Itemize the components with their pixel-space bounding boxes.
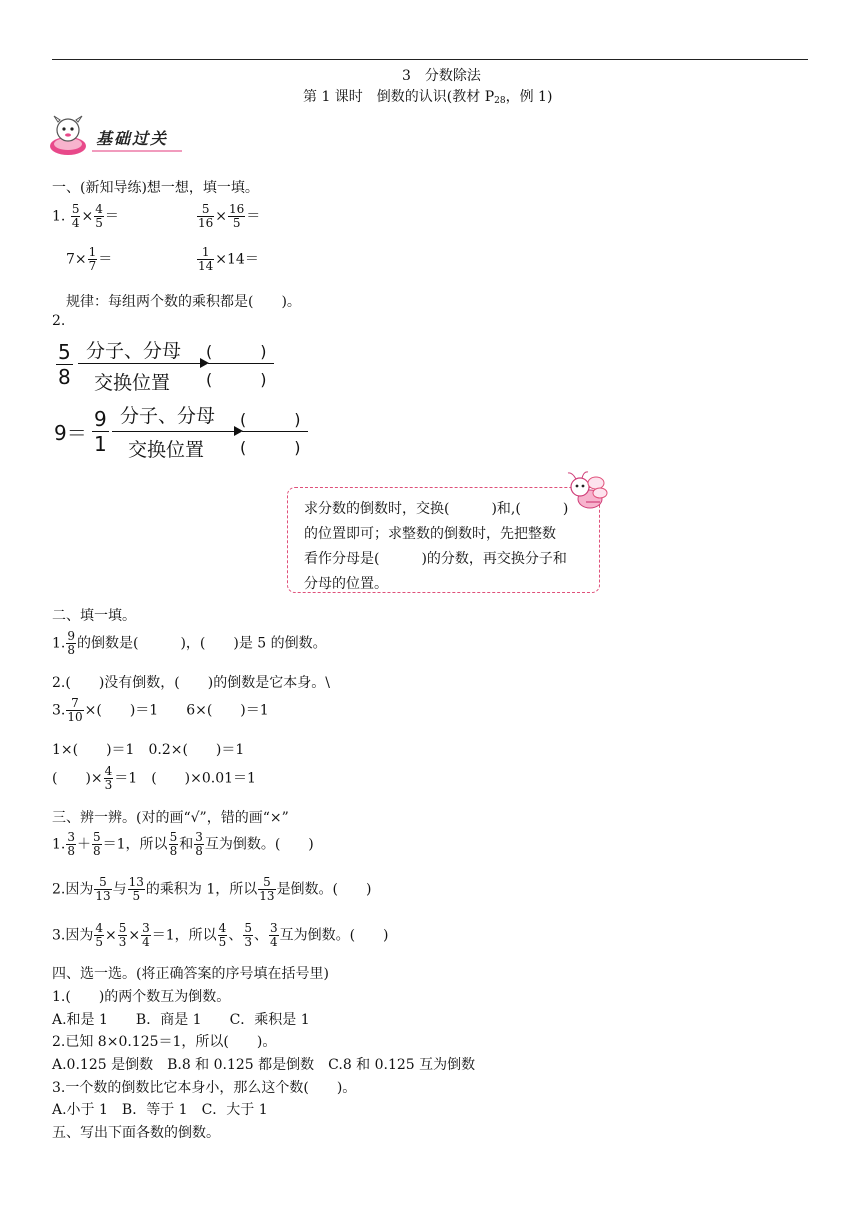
fraction: 9 1 [94, 407, 107, 456]
fraction: $\frac{5}{13}$ [259, 875, 275, 903]
s1-q1-row2-b: $\frac{1}{14}$ ×14＝ [198, 245, 259, 273]
section3-title: 三、辨一辨。(对的画“√”，错的画“×” [52, 810, 289, 826]
tip-note-box [287, 487, 600, 593]
fraction: $\frac{9}{8}$ [67, 629, 75, 657]
fraction: $\frac{5}{16}$ [198, 202, 214, 230]
fraction: 5 8 [58, 340, 71, 389]
diagram-top-label: 分子、分母 [120, 405, 216, 427]
fraction: $\frac{5}{4}$ [71, 202, 80, 230]
s3-q1: 1. $\frac{3}{8}$ ＋ $\frac{5}{8}$ ＝1，所以 $\frac{5}{8}$ 和 $\frac{3}{8}$ 互为倒数。( ) [52, 830, 314, 858]
fraction: $\frac{5}{3}$ [244, 921, 252, 949]
top-rule [52, 59, 808, 60]
fraction: $\frac{16}{5}$ [229, 202, 245, 230]
s2-q3-row2: 1×( )＝1 0.2×( )＝1 [52, 742, 245, 758]
reciprocal-diagram-1 [56, 336, 286, 394]
s2-q3-row3: ( )× $\frac{4}{3}$ ＝1 ( )×0.01＝1 [52, 764, 256, 792]
fraction: $\frac{4}{5}$ [95, 202, 103, 230]
section-badge [46, 112, 186, 158]
section5-title: 五、写出下面各数的倒数。 [52, 1125, 220, 1141]
s1-q2-number: 2. [52, 313, 66, 329]
diagram-bottom-label: 交换位置 [128, 439, 205, 461]
arrow-line [112, 431, 236, 432]
blank-numerator: ( ) [240, 410, 301, 429]
blank-numerator: ( ) [206, 342, 267, 361]
s4-q1: 1.( )的两个数互为倒数。 [52, 989, 231, 1005]
chapter-title: 3 分数除法 [402, 68, 481, 84]
blank-fraction-bar [208, 363, 274, 364]
reciprocal-diagram-2: 9＝ 9 1 分子、分母 交换位置 ( ) ( ) [54, 401, 324, 463]
fraction: $\frac{5}{8}$ [93, 830, 101, 858]
diagram-top-label: 分子、分母 [86, 340, 182, 362]
s2-q2: 2.( )没有倒数，( )的倒数是它本身。\ [52, 675, 330, 691]
fraction: $\frac{3}{8}$ [195, 830, 203, 858]
s1-q1-row1-b: $\frac{5}{16}$ × $\frac{16}{5}$ ＝ [198, 202, 261, 230]
fraction: $\frac{1}{14}$ [198, 245, 214, 273]
s2-q3-row1: 3. $\frac{7}{10}$ ×( )＝1 6×( )＝1 [52, 696, 269, 724]
s3-q2: 2.因为 $\frac{5}{13}$ 与 $\frac{13}{5}$ 的乘积为 1，所以 $\frac{5}{13}$ 是倒数。( ) [52, 875, 372, 903]
fraction: $\frac{4}{5}$ [95, 921, 103, 949]
lesson-title: 第 1 课时 倒数的认识(教材 $P_{28}$，例 1) [303, 89, 553, 106]
arrow-line [78, 363, 202, 364]
s3-q3: 3.因为 $\frac{4}{5}$ × $\frac{5}{3}$ × $\frac{3}{4}$ ＝1，所以 $\frac{4}{5}$ 、 $\frac{5}{3}$ 、 $\frac{3}{4}$ 互为倒数。( ) [52, 921, 389, 949]
s2-q1: 1. $\frac{9}{8}$ 的倒数是( )，( )是 5 的倒数。 [52, 629, 327, 657]
fraction: $\frac{5}{8}$ [169, 830, 178, 858]
goat-mascot-icon [46, 112, 90, 158]
s1-q1-row2: 7× $\frac{1}{7}$ ＝ [66, 245, 113, 273]
bee-mascot-icon [560, 469, 610, 517]
s1-rule: 规律：每组两个数的乘积都是( )。 [66, 294, 301, 310]
s1-q1-row1: 1. $\frac{5}{4}$ × $\frac{4}{5}$ ＝ [52, 202, 119, 230]
blank-fraction-bar [242, 431, 308, 432]
fraction: $\frac{4}{5}$ [218, 921, 227, 949]
s4-q2-options: A.0.125 是倒数 B.8 和 0.125 都是倒数 C.8 和 0.125 互为倒数 [52, 1057, 476, 1073]
section4-title: 四、选一选。(将正确答案的序号填在括号里) [52, 966, 329, 982]
fraction: $\frac{4}{3}$ [104, 764, 113, 792]
fraction: $\frac{3}{4}$ [269, 921, 278, 949]
fraction: $\frac{5}{13}$ [95, 875, 111, 903]
fraction: $\frac{3}{4}$ [142, 921, 150, 949]
s4-q3: 3.一个数的倒数比它本身小，那么这个数( )。 [52, 1080, 357, 1096]
s4-q2: 2.已知 8×0.125＝1，所以( )。 [52, 1034, 277, 1050]
fraction: $\frac{1}{7}$ [88, 245, 97, 273]
tip-note-text: 求分数的倒数时，交换( )和,( ) 的位置即可；求整数的倒数时，先把整数 看作分母是( )的分数，再交换分子和 分母的位置。 [304, 501, 569, 592]
s4-q1-options: A.和是 1 B．商是 1 C．乘积是 1 [52, 1012, 310, 1028]
fraction: $\frac{13}{5}$ [128, 875, 144, 903]
fraction: $\frac{3}{8}$ [67, 830, 75, 858]
diagram-bottom-label: 交换位置 [94, 372, 171, 394]
section1-title: 一、(新知导练)想一想，填一填。 [52, 180, 259, 196]
fraction: $\frac{7}{10}$ [67, 696, 83, 724]
blank-denominator: ( ) [240, 438, 301, 457]
blank-denominator: ( ) [206, 370, 267, 389]
section2-title: 二、填一填。 [52, 608, 136, 624]
badge-underline [92, 150, 182, 152]
fraction: $\frac{5}{3}$ [118, 921, 127, 949]
s4-q3-options: A.小于 1 B．等于 1 C．大于 1 [52, 1102, 268, 1118]
badge-title: 基础过关 [96, 129, 169, 148]
